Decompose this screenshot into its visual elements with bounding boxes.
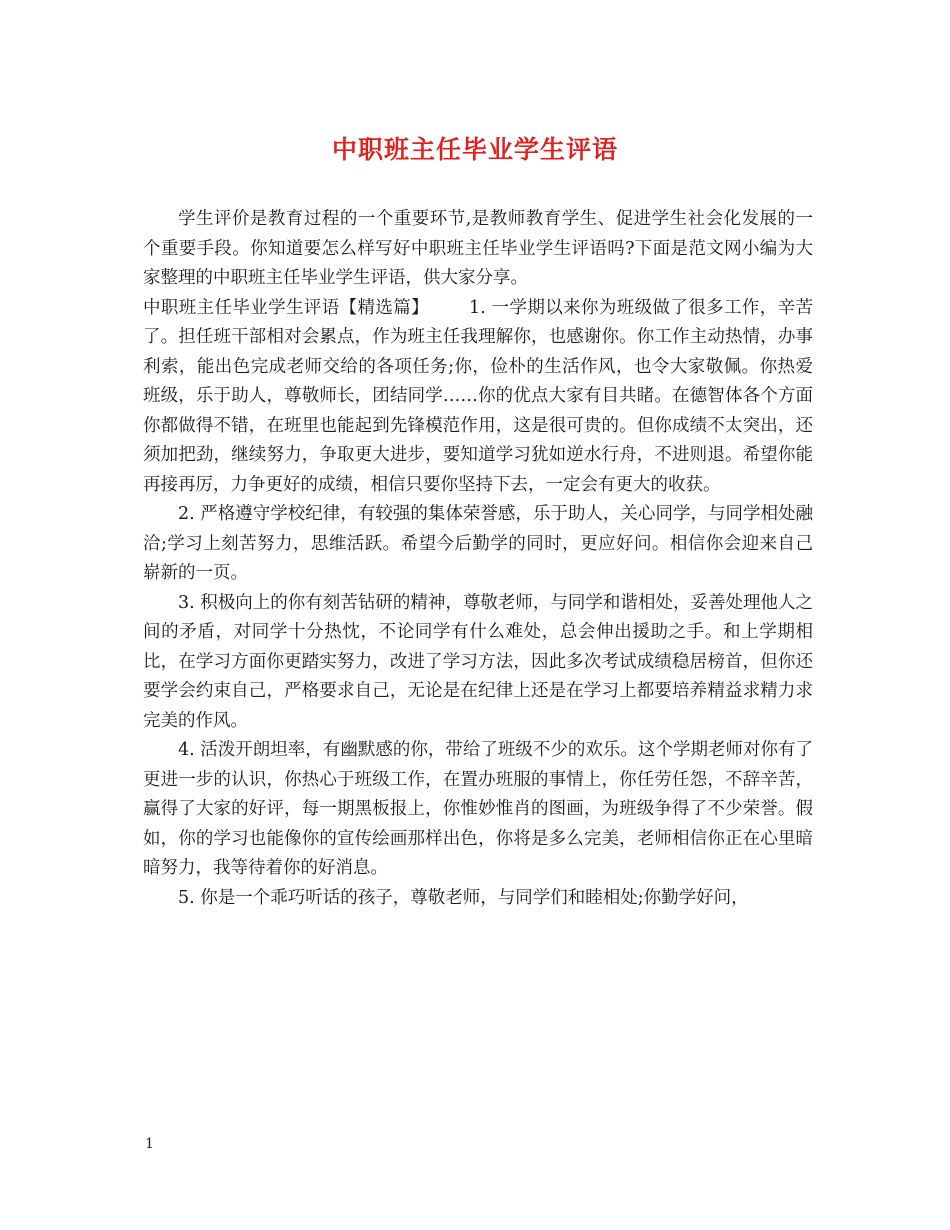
document-title: 中职班主任毕业学生评语 — [331, 135, 618, 164]
evaluation-item-3: 3. 积极向上的你有刻苦钻研的精神，尊敬老师，与同学和谐相处，妥善处理他人之间的矛盾，对同学十分热忱，不论同学有什么难处，总会伸出援助之手。和上学期相比，在学习方面你更踏实努力，改进了学习方法，因此多次考试成绩稳居榜首，但你还要学会约束自己，严格要求自己，无论是在纪律上还是在学习上都要培养精益求精力求完美的作风。 — [143, 592, 813, 731]
document-body — [143, 205, 813, 913]
section-label: 中职班主任毕业学生评语【精选篇】 — [143, 297, 429, 318]
evaluation-item-4: 4. 活泼开朗坦率，有幽默感的你，带给了班级不少的欢乐。这个学期老师对你有了更进一步的认识，你热心于班级工作，在置办班服的事情上，你任劳任怨，不辞辛苦，赢得了大家的好评，每一期黑板报上，你惟妙惟肖的图画，为班级争得了不少荣誉。假如，你的学习也能像你的宣传绘画那样出色，你将是多么完美，老师相信你正在心里暗暗努力，我等待着你的好消息。 — [143, 740, 813, 878]
evaluation-item-5: 5. 你是一个乖巧听话的孩子，尊敬老师，与同学们和睦相处;你勤学好问， — [178, 887, 749, 908]
intro-paragraph: 学生评价是教育过程的一个重要环节,是教师教育学生、促进学生社会化发展的一个重要手段。你知道要怎么样写好中职班主任毕业学生评语吗?下面是范文网小编为大家整理的中职班主任毕业学生评语，供大家分享。 — [143, 209, 813, 288]
first-item-paragraph — [143, 294, 813, 501]
page-number: 1 — [145, 1136, 154, 1152]
evaluation-item-2: 2. 严格遵守学校纪律，有较强的集体荣誉感，乐于助人，关心同学，与同学相处融洽;学习上刻苦努力，思维活跃。希望今后勤学的同时，更应好问。相信你会迎来自己崭新的一页。 — [143, 504, 813, 583]
evaluation-item-1: 1. 一学期以来你为班级做了很多工作，辛苦了。担任班干部相对会累点，作为班主任我理解你，也感谢你。你工作主动热情，办事利索，能出色完成老师交给的各项任务;你，俭朴的生活作风，也令大家敬佩。你热爱班级，乐于助人，尊敬师长，团结同学……你的优点大家有目共睹。在德智体各个方面你都做得不错，在班里也能起到先锋模范作用，这是很可贵的。但你成绩不太突出，还须加把劲，继续努力，争取更大进步，要知道学习犹如逆水行舟，不进则退。希望你能再接再厉，力争更好的成绩，相信只要你坚持下去，一定会有更大的收获。 — [143, 297, 814, 495]
